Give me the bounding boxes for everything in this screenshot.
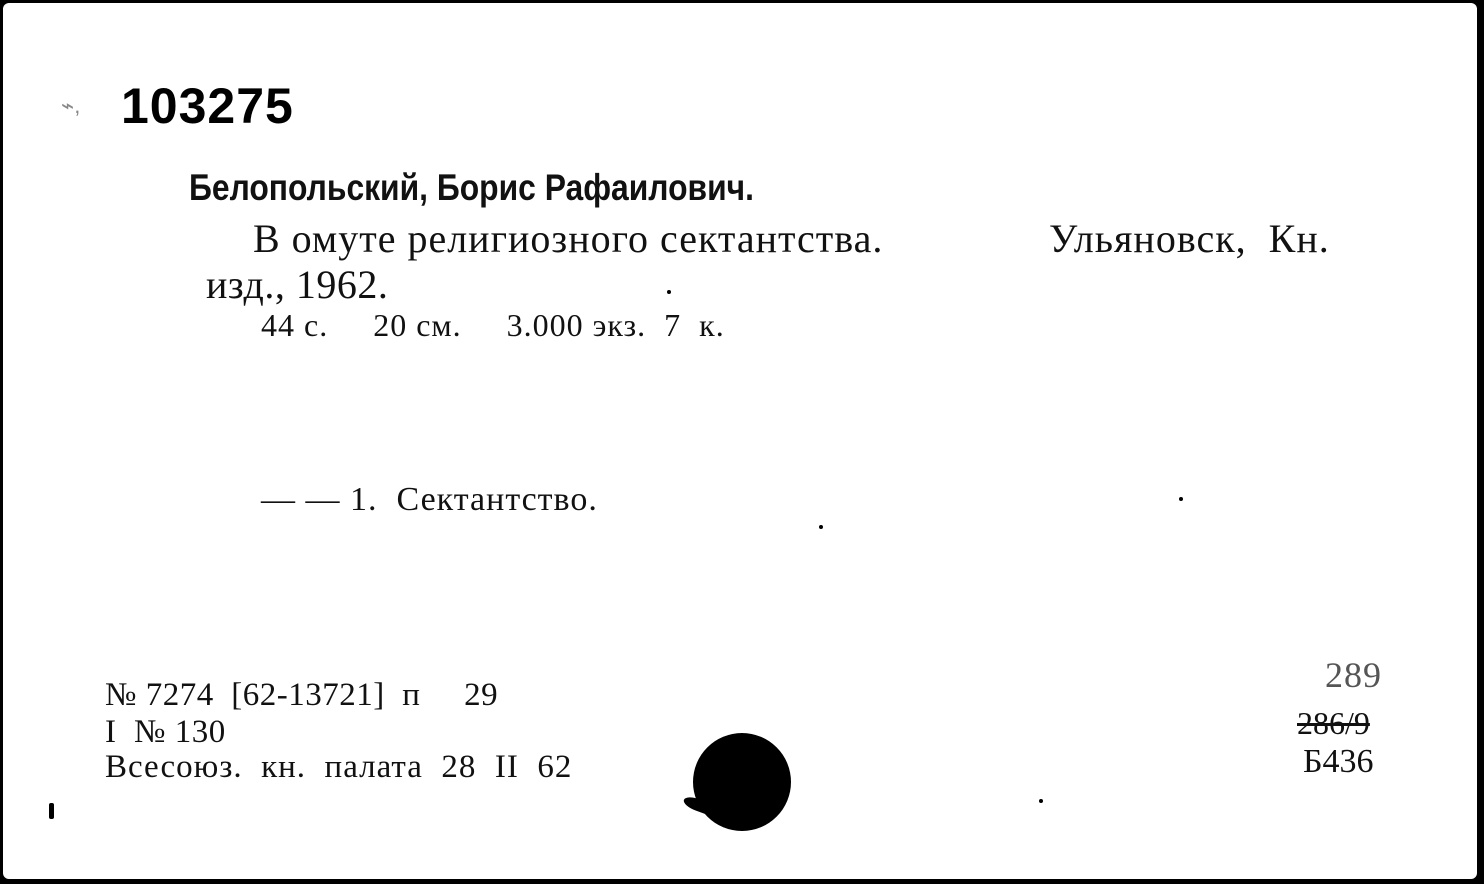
classification-code: Б436 — [1303, 743, 1374, 780]
stamp-smudge: ⌁, — [61, 93, 81, 118]
dust-speck — [1179, 497, 1183, 501]
handwritten-class-number: 289 — [1325, 655, 1382, 695]
registry-number-line: I № 130 — [105, 714, 226, 750]
book-title: В омуте религиозного сектантства. — [253, 216, 884, 261]
publisher-year: изд., 1962. — [206, 262, 389, 307]
dust-speck — [819, 525, 823, 529]
publication-place: Ульяновск, Кн. — [1049, 216, 1330, 261]
catalog-card — [3, 3, 1477, 879]
dust-speck — [49, 803, 54, 819]
dust-speck — [1039, 799, 1043, 803]
punch-hole — [693, 733, 791, 831]
dust-speck — [667, 290, 671, 294]
control-number-line: № 7274 [62-13721] п 29 — [105, 677, 499, 713]
struck-class-number: 286/9 — [1297, 705, 1370, 741]
physical-description: 44 с. 20 см. 3.000 экз. 7 к. — [261, 307, 725, 343]
author-heading: Белопольский, Борис Рафаилович. — [189, 167, 754, 208]
accession-number: 103275 — [121, 78, 294, 134]
subject-heading: — — 1. Сектантство. — [261, 481, 598, 518]
chamber-imprint-line: Всесоюз. кн. палата 28 II 62 — [105, 749, 573, 785]
